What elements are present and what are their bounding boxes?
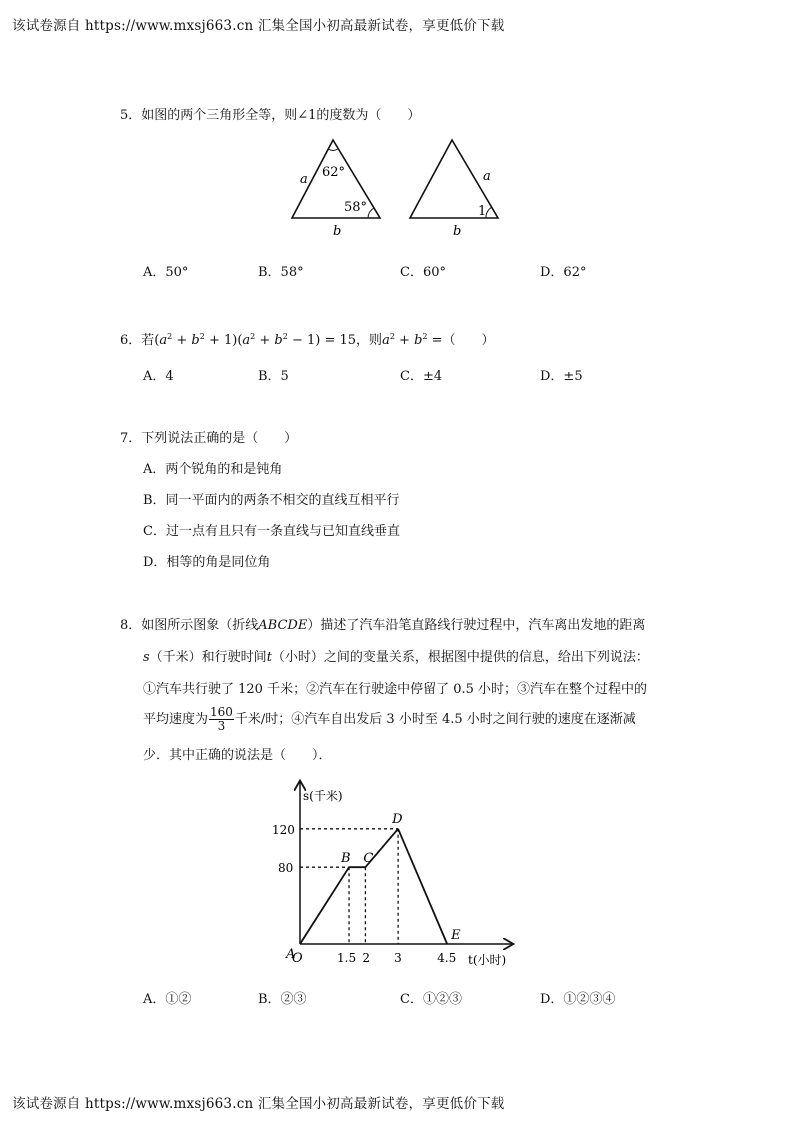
q8-s: s <box>143 650 150 665</box>
q6-option-b: B．5 <box>258 369 289 384</box>
q8-option-a: A．①② <box>143 992 192 1007</box>
label-1: 1 <box>478 204 487 219</box>
segment-AB <box>300 867 349 944</box>
q5-stem: 5．如图的两个三角形全等，则∠1的度数为（ ） <box>120 108 421 123</box>
ytick-120: 120 <box>272 822 295 837</box>
q8-t: t <box>266 650 272 665</box>
page-footer: 该试卷源自 https://www.mxsj663.cn 汇集全国小初高最新试卷，享更低价下载 <box>12 1096 505 1112</box>
q5-option-b: B．58° <box>258 265 304 280</box>
xtick-3: 3 <box>394 951 402 965</box>
q6-expression: $a^2 + b^2$ = <box>382 332 443 348</box>
frac-numerator: 160 <box>210 705 233 719</box>
frac-denominator: 3 <box>217 719 226 733</box>
q6-tail: ，则 <box>356 333 383 348</box>
q5-triangles-figure <box>280 132 520 242</box>
angle-arc-top <box>328 149 338 150</box>
q7-option-b: B．同一平面内的两条不相交的直线互相平行 <box>143 493 400 508</box>
label-62: 62° <box>322 165 346 180</box>
ytick-80: 80 <box>278 861 294 876</box>
q8-line4-b: 千米/时；④汽车自出发后 3 小时至 4.5 小时之间行驶的速度在逐渐减 <box>234 712 636 727</box>
q8-line5: 少．其中正确的说法是（ ）． <box>143 748 332 763</box>
label-b-left: b <box>333 224 342 239</box>
q6-option-a: A．4 <box>143 369 174 384</box>
q8-fraction <box>209 706 234 733</box>
q7-option-c: C．过一点有且只有一条直线与已知直线垂直 <box>143 524 400 539</box>
x-axis-label: t(小时) <box>468 953 507 967</box>
xtick-1.5: 1.5 <box>337 951 357 965</box>
q6-equation: $(a^2 + b^2 + 1)(a^2 + b^2 - 1) = 15$ <box>154 332 357 348</box>
q8-line1 <box>120 614 645 633</box>
label-58: 58° <box>344 200 368 215</box>
q8-line1-b: ）描述了汽车沿笔直路线行驶过程中，汽车离出发地的距离 <box>307 618 646 633</box>
q5-option-a: A．50° <box>143 265 189 280</box>
q6-option-c: C．±4 <box>400 369 443 384</box>
q6-end: （ ） <box>442 333 495 348</box>
label-b-right: b <box>453 224 462 239</box>
y-axis-label: s(千米) <box>303 789 343 803</box>
q5-option-d: D．62° <box>540 265 587 280</box>
q7-option-d: D．相等的角是同位角 <box>143 555 271 570</box>
label-a-left: a <box>300 172 308 187</box>
xtick-4.5: 4.5 <box>437 951 457 965</box>
page-header: 该试卷源自 https://www.mxsj663.cn 汇集全国小初高最新试卷，享更低价下载 <box>12 18 505 34</box>
point-label-A: A <box>286 947 296 962</box>
q7-stem: 7．下列说法正确的是（ ） <box>120 431 298 446</box>
xtick-2: 2 <box>362 951 371 965</box>
q8-line1-a: 8．如图所示图象（折线 <box>120 618 259 633</box>
point-label-D: D <box>392 811 403 827</box>
q8-line1-abcde: ABCDE <box>258 618 308 633</box>
q5-option-c: C．60° <box>400 265 446 280</box>
q8-option-d: D．①②③④ <box>540 992 616 1007</box>
q8-line2-a: （千米）和行驶时间 <box>149 650 267 665</box>
q8-option-b: B．②③ <box>258 992 307 1007</box>
q8-line2-b: （小时）之间的变量关系，根据图中提供的信息，给出下列说法： <box>271 650 649 665</box>
q8-line4 <box>143 706 636 733</box>
label-a-right: a <box>483 169 491 184</box>
point-label-E: E <box>451 928 461 943</box>
point-label-C: C <box>363 851 374 867</box>
q8-line3: ①汽车共行驶了 120 千米；②汽车在行驶途中停留了 0.5 小时；③汽车在整个过程中的 <box>143 682 648 697</box>
angle-arc-right <box>368 208 374 218</box>
origin-label: O <box>292 951 303 966</box>
q8-line4-a: 平均速度为 <box>143 712 209 727</box>
q7-option-a: A．两个锐角的和是钝角 <box>143 462 283 477</box>
q8-distance-time-graph <box>270 776 520 976</box>
q6-stem <box>120 329 495 348</box>
q8-line2 <box>143 646 649 665</box>
q8-option-c: C．①②③ <box>400 992 462 1007</box>
angle-arc-1 <box>486 207 492 218</box>
segment-DE <box>398 829 447 944</box>
q6-option-d: D．±5 <box>540 369 583 384</box>
q6-num: 6．若 <box>120 333 155 348</box>
point-label-B: B <box>341 851 351 867</box>
